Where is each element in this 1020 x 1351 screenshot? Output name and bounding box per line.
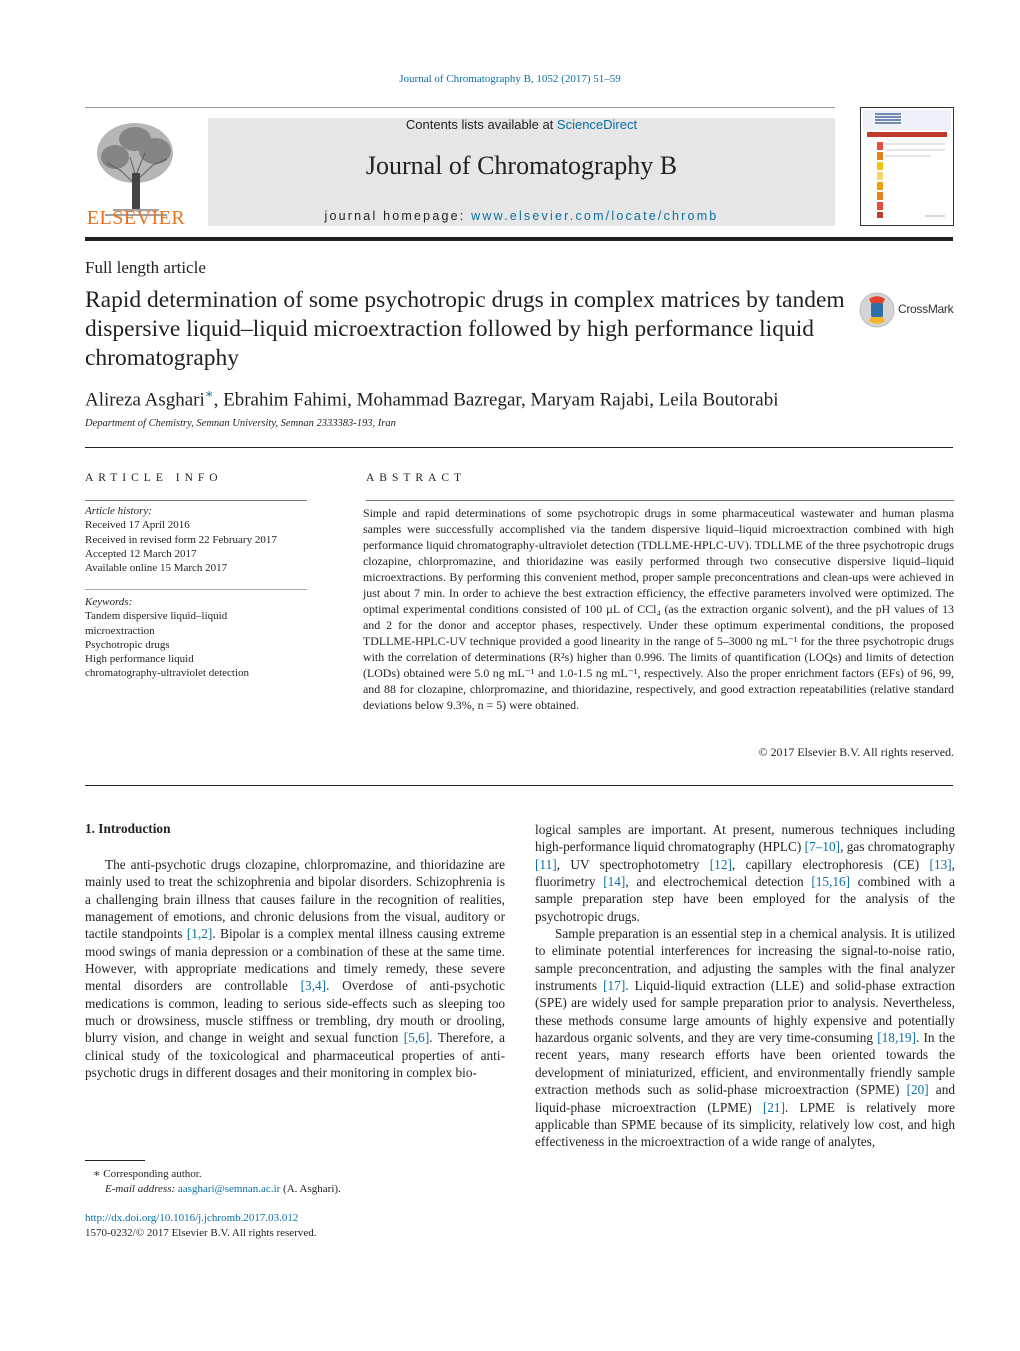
article-info-heading: ARTICLE INFO xyxy=(85,472,223,484)
header-thick-rule xyxy=(85,237,953,241)
title-rule xyxy=(85,447,953,448)
intro-paragraph: Sample preparation is an essential step in a chemical analysis. It is utilized to eliminate potential interferences for increasing the signal-to-noise ratio, sample preconcentration, and adjusting the samples with the final analyzer instruments [17]. Liquid-liquid extraction (LLE) and solid-phase extraction (SPE) are widely used for sample preparation prior to analysis. Nevertheless, these methods consume large amounts of highly expensive and potentially hazardous organic solvents, and they are very time-consuming [18,19]. In the recent years, many research efforts have been oriented towards the development of miniaturized, efficient, and environmentally friendly sample extraction methods such as solid-phase microextraction (SPME) [20] and liquid-phase microextraction (LPME) [21]. LPME is relatively more applicable than SPME because of its simplicity, relatively low cost, and high effectiveness in the microextraction of a wide range of analytes, xyxy=(535,926,955,1150)
reference-link[interactable]: [7–10] xyxy=(804,839,841,855)
crossmark-label: CrossMark xyxy=(898,302,954,316)
author-name: Alireza Asghari xyxy=(85,389,205,411)
affiliation: Department of Chemistry, Semnan University, Semnan 2333383-193, Iran xyxy=(85,418,396,429)
corresponding-footnote: ∗ Corresponding author. E-mail address: aasghari@semnan.ac.ir (A. Asghari). xyxy=(93,1168,341,1195)
article-history: Article history: Received 17 April 2016 Received in revised form 22 February 2017 Accepted 12 March 2017 Available online 15 March 2017 xyxy=(85,505,277,575)
reference-link[interactable]: [11] xyxy=(535,856,557,872)
issn-line: 1570-0232/© 2017 Elsevier B.V. All rights reserved. xyxy=(85,1227,317,1239)
intro-left-column xyxy=(85,856,505,1081)
keyword: microextraction xyxy=(85,624,155,637)
doi-link[interactable]: http://dx.doi.org/10.1016/j.jchromb.2017.03.012 xyxy=(85,1212,299,1224)
reference-link[interactable]: [1,2] xyxy=(186,926,213,942)
crossmark-badge[interactable] xyxy=(858,291,958,329)
keyword: High performance liquid xyxy=(85,653,194,666)
keyword: Psychotropic drugs xyxy=(85,638,170,651)
keyword: chromatography-ultraviolet detection xyxy=(85,667,250,680)
homepage-link[interactable]: www.elsevier.com/locate/chromb xyxy=(471,209,719,223)
journal-cover-thumbnail-icon[interactable] xyxy=(860,107,954,226)
reference-link[interactable]: [14] xyxy=(603,874,626,890)
reference-link[interactable]: [3,4] xyxy=(300,978,327,994)
elsevier-wordmark: ELSEVIER xyxy=(86,207,186,229)
abstract-heading: ABSTRACT xyxy=(366,472,467,484)
journal-citation[interactable]: Journal of Chromatography B, 1052 (2017) 51–59 xyxy=(399,73,621,85)
crossmark-icon xyxy=(858,291,896,329)
doi-block xyxy=(85,1211,317,1241)
corresponding-star[interactable]: ∗ xyxy=(204,386,214,401)
reference-link[interactable]: [13] xyxy=(929,856,952,872)
reference-link[interactable]: [12] xyxy=(709,856,732,872)
intro-right-column xyxy=(535,821,955,1151)
reference-link[interactable]: [18,19] xyxy=(877,1030,916,1046)
header-rule xyxy=(85,107,835,108)
keyword: Tandem dispersive liquid–liquid xyxy=(85,610,228,623)
introduction-heading: 1. Introduction xyxy=(85,821,171,836)
sciencedirect-link[interactable]: ScienceDirect xyxy=(556,117,638,132)
journal-name: Journal of Chromatography B xyxy=(365,151,678,180)
intro-paragraph: The anti-psychotic drugs clozapine, chlorpromazine, and thioridazine are mainly used to treat the schizophrenia and bipolar disorders. Schizophrenia is a challenging brain illness that causes failure in the recognition of realities, management of emotions, and chronic delusions from the visual, auditory or tactile standpoints [1,2]. Bipolar is a complex mental illness causing extreme mood swings of mania depression or a combination of these at the same time. However, with appropriate medications and timely remedy, these severe mental disorders are controllable [3,4]. Overdose of anti-psychotic medications is common, leading to serious side-effects such as sleeping too much or drowsiness, muscle stiffness or trembling, dry mouth or drooling, blurry vision, and change in weight and sexual function [5,6]. Therefore, a clinical study of the toxicological and pharmaceutical properties of anti-psychotic drugs in different dosages and their monitoring in complex bio- xyxy=(85,857,506,1081)
reference-link[interactable]: [21] xyxy=(762,1099,785,1115)
contents-line: Contents lists available at ScienceDirect xyxy=(405,117,638,132)
reference-link[interactable]: [5,6] xyxy=(403,1030,430,1046)
email-link[interactable]: aasghari@semnan.ac.ir xyxy=(177,1183,281,1195)
intro-paragraph: logical samples are important. At present, numerous techniques including high-performance liquid chromatography (HPLC) [7–10], gas chromatography [11], UV spectrophotometry [12], capillary electrophoresis (CE) [13], fluorimetry [14], and electrochemical detection [15,16] combined with a sample preparation step have been employed for the analysis of the psychotropic drugs. xyxy=(535,822,955,924)
abstract-rule xyxy=(366,500,954,501)
article-title: Rapid determination of some psychotropic drugs in complex matrices by tandem dispersive liquid–liquid microextraction followed by high performance liquid chromatography xyxy=(85,287,845,371)
keywords: Keywords: Tandem dispersive liquid–liquid microextraction Psychotropic drugs High performance liquid chromatography-ultraviolet detection xyxy=(85,595,307,681)
article-type: Full length article xyxy=(85,258,206,277)
author-list: Alireza Asghari∗, Ebrahim Fahimi, Mohammad Bazregar, Maryam Rajabi, Leila Boutorabi xyxy=(85,386,779,411)
reference-link[interactable]: [17] xyxy=(603,978,626,994)
footnote-rule xyxy=(85,1160,145,1161)
abstract-text: Simple and rapid determinations of some psychotropic drugs in some pharmaceutical wastewater and human plasma samples were successfully accomplished via the tandem dispersive liquid–liquid microextraction combined with high performance liquid chromatography-ultraviolet detection (TDLLME-HPLC-UV). TDLLME of the three psychotropic drugs clozapine, chlorpromazine, and thioridazine was easily performed through two consecutive dispersive liquid–liquid microextractions. By performing this convenient method, proper sample preconcentrations and clean-ups were achieved in just about 7 min. In order to achieve the best extraction efficiency, the effective parameters involved were optimized. The optimal experimental conditions consisted of 100 µL of CCl₄ (as the extraction organic solvent), and the pH values of 13 and 2 for the donor and acceptor phases, respectively. Under these optimum experimental conditions, the proposed TDLLME-HPLC-UV technique provided a good linearity in the range of 5–3000 ng mL⁻¹ for the three psychotropic drugs with the correlation of determinations (R²s) higher than 0.996. The limits of quantification (LOQs) and limits of detection (LODs) obtained were 5.0 ng mL⁻¹ and 1.0-1.5 ng mL⁻¹, respectively. Also the proper enrichment factors (EFs) of 96, 99, and 88 for clozapine, chlorpromazine, and thioridazine, respectively, and good extraction repeatabilities (relative standard deviations below 9.3%, n = 5) were obtained. xyxy=(363,506,954,712)
journal-homepage: journal homepage: www.elsevier.com/locate/chromb xyxy=(324,209,719,223)
keywords-rule xyxy=(85,589,307,590)
reference-link[interactable]: [20] xyxy=(906,1082,929,1098)
reference-link[interactable]: [15,16] xyxy=(811,874,851,890)
abstract-bottom-rule xyxy=(85,785,953,786)
article-info-rule xyxy=(85,500,307,501)
abstract-copyright: © 2017 Elsevier B.V. All rights reserved. xyxy=(758,745,954,759)
